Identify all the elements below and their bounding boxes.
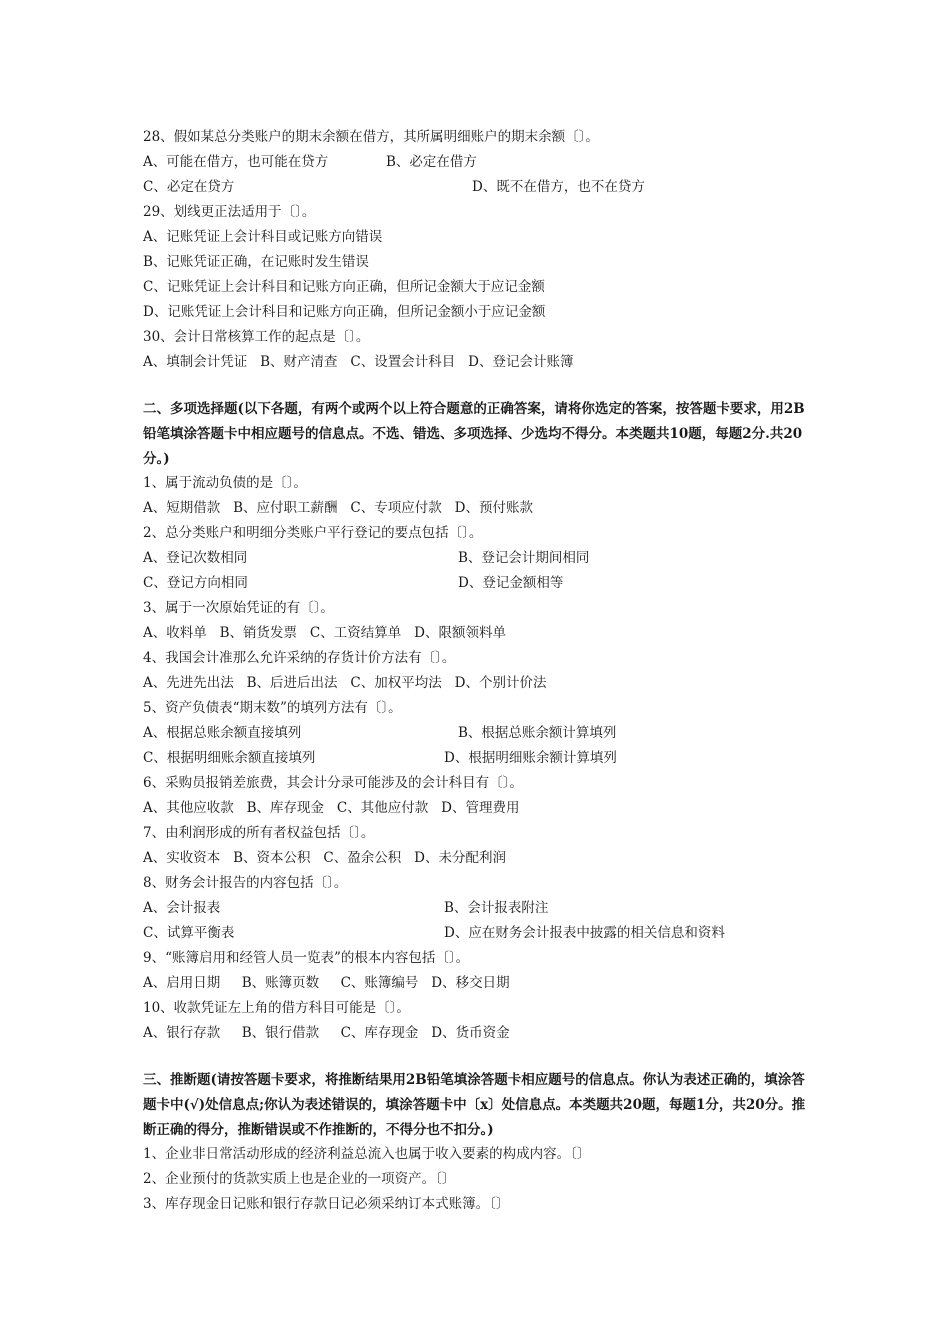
s2-q2-stem: 2、总分类账户和明细分类账户平行登记的要点包括〔〕。 bbox=[143, 525, 483, 541]
s2-q8-option-d: D、应在财务会计报表中披露的相关信息和资料 bbox=[444, 925, 725, 941]
s2-q1-options: A、短期借款 B、应付职工薪酬 C、专项应付款 D、预付账款 bbox=[143, 500, 533, 516]
s2-q1-stem: 1、属于流动负债的是〔〕。 bbox=[143, 475, 307, 491]
q30-options: A、填制会计凭证 B、财产清查 C、设置会计科目 D、登记会计账簿 bbox=[143, 354, 574, 370]
s2-q5-stem: 5、资产负债表“期末数”的填列方法有〔〕。 bbox=[143, 700, 402, 716]
q29-option-a: A、记账凭证上会计科目或记账方向错误 bbox=[143, 229, 383, 245]
q28-stem: 28、假如某总分类账户的期末余额在借方，其所属明细账户的期末余额〔〕。 bbox=[143, 129, 599, 145]
s2-q2-option-b: B、登记会计期间相同 bbox=[458, 550, 590, 566]
s2-q7-options: A、实收资本 B、资本公积 C、盈余公积 D、未分配利润 bbox=[143, 850, 506, 866]
s2-q6-stem: 6、采购员报销差旅费，其会计分录可能涉及的会计科目有〔〕。 bbox=[143, 775, 523, 791]
s2-q5-option-c: C、根据明细账余额直接填列 bbox=[143, 750, 316, 766]
s2-q6-options: A、其他应收款 B、库存现金 C、其他应付款 D、管理费用 bbox=[143, 800, 520, 816]
s2-q8-stem: 8、财务会计报告的内容包括〔〕。 bbox=[143, 875, 348, 891]
q28-option-d: D、既不在借方，也不在贷方 bbox=[472, 179, 645, 195]
s2-q5-option-a: A、根据总账余额直接填列 bbox=[143, 725, 302, 741]
s3-q1: 1、企业非日常活动形成的经济利益总流入也属于收入要素的构成内容。〔〕 bbox=[143, 1146, 591, 1162]
s2-q10-options: A、银行存款 B、银行借款 C、库存现金 D、货币资金 bbox=[143, 1025, 510, 1041]
q29-option-b: B、记账凭证正确，在记账时发生错误 bbox=[143, 254, 369, 270]
s2-q8-option-c: C、试算平衡表 bbox=[143, 925, 235, 941]
s2-q9-options: A、启用日期 B、账簿页数 C、账簿编号 D、移交日期 bbox=[143, 975, 510, 991]
s2-q2-option-a: A、登记次数相同 bbox=[143, 550, 248, 566]
s2-q5-option-b: B、根据总账余额计算填列 bbox=[458, 725, 617, 741]
q28-option-b: B、必定在借方 bbox=[386, 154, 477, 170]
q30-stem: 30、会计日常核算工作的起点是〔〕。 bbox=[143, 329, 370, 345]
s2-q10-stem: 10、收款凭证左上角的借方科目可能是〔〕。 bbox=[143, 1000, 410, 1016]
s3-q2: 2、企业预付的货款实质上也是企业的一项资产。〔〕 bbox=[143, 1171, 456, 1187]
s2-q2-option-c: C、登记方向相同 bbox=[143, 575, 248, 591]
q29-option-d: D、记账凭证上会计科目和记账方向正确，但所记金额小于应记金额 bbox=[143, 304, 546, 320]
q28-option-a: A、可能在借方，也可能在贷方 bbox=[143, 154, 329, 170]
s2-q8-option-a: A、会计报表 bbox=[143, 900, 221, 916]
s2-q9-stem: 9、“账簿启用和经管人员一览表”的根本内容包括〔〕。 bbox=[143, 950, 470, 966]
s2-q4-options: A、先进先出法 B、后进后出法 C、加权平均法 D、个别计价法 bbox=[143, 675, 547, 691]
section2-heading: 二、多项选择题(以下各题，有两个或两个以上符合题意的正确答案，请将你选定的答案，按答题卡要求，用2B铅笔填涂答题卡中相应题号的信息点。不选、错选、多项选择、少选均不得分。本类题共10题，每题2分.共20分。) bbox=[143, 401, 805, 467]
s2-q7-stem: 7、由利润形成的所有者权益包括〔〕。 bbox=[143, 825, 375, 841]
s2-q5-option-d: D、根据明细账余额计算填列 bbox=[444, 750, 617, 766]
q28-option-c: C、必定在贷方 bbox=[143, 179, 235, 195]
s3-q3: 3、库存现金日记账和银行存款日记必须采纳订本式账簿。〔〕 bbox=[143, 1196, 510, 1212]
s2-q4-stem: 4、我国会计准那么允许采纳的存货计价方法有〔〕。 bbox=[143, 650, 456, 666]
s2-q2-option-d: D、登记金额相等 bbox=[458, 575, 564, 591]
s2-q3-options: A、收料单 B、销货发票 C、工资结算单 D、限额领料单 bbox=[143, 625, 506, 641]
q29-stem: 29、划线更正法适用于〔〕。 bbox=[143, 204, 316, 220]
q29-option-c: C、记账凭证上会计科目和记账方向正确，但所记金额大于应记金额 bbox=[143, 279, 545, 295]
section3-heading: 三、推断题(请按答题卡要求，将推断结果用2B铅笔填涂答题卡相应题号的信息点。你认为表述正确的，填涂答题卡中(√)处信息点;你认为表述错误的，填涂答题卡中〔x〕处信息点。本类题共20题，每题1分，共20分。推断正确的得分，推断错误或不作推断的，不得分也不扣分。) bbox=[143, 1072, 806, 1138]
s2-q3-stem: 3、属于一次原始凭证的有〔〕。 bbox=[143, 600, 334, 616]
s2-q8-option-b: B、会计报表附注 bbox=[444, 900, 549, 916]
